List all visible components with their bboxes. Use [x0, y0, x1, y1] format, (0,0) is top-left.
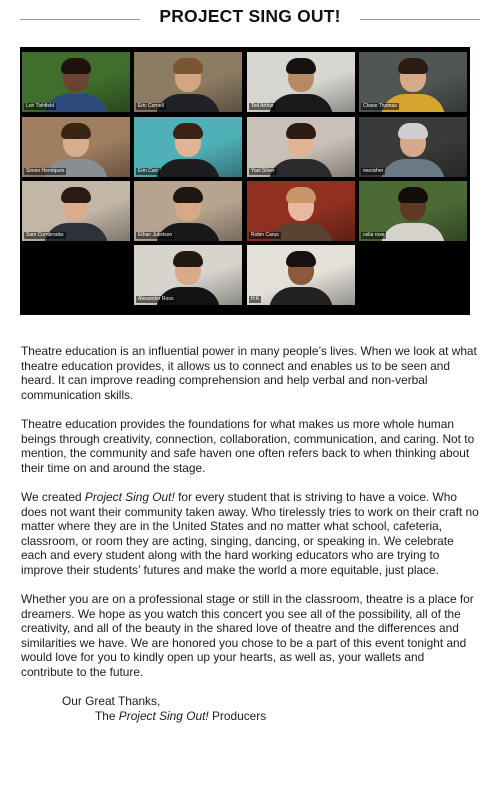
participant-tile[interactable] — [359, 52, 467, 112]
participant-name: mecisher — [363, 168, 384, 174]
participant-name: H K — [251, 296, 260, 302]
participant-name: Erin Carr — [138, 168, 159, 174]
paragraph-3-intro: We created — [21, 489, 85, 504]
participant-tile[interactable] — [134, 52, 242, 112]
participant-tile[interactable] — [247, 245, 355, 305]
header-rule-right — [360, 19, 480, 20]
participant-hair — [173, 251, 203, 267]
signoff-suffix: Producers — [208, 708, 267, 723]
participant-name: Robin Carus — [251, 232, 279, 238]
participant-tile[interactable] — [22, 117, 130, 177]
participant-tile[interactable] — [359, 117, 467, 177]
signoff — [62, 694, 479, 723]
participant-tile[interactable] — [359, 181, 467, 241]
participant-hair — [173, 58, 203, 74]
paragraph-3-text: for every student that is striving to have a voice. Who does not want their community taken away. Who tirelessly tries to work on their craft no matter where they are in the United States and no matter what school, cafeteria, classroom, or room they are acting, singing, dancing, or speaking in. We celebrate each and every student along with the hard working educators who are trying to improve their students’ futures and make the world a more equitable, just place. — [21, 489, 479, 577]
page-header — [0, 6, 500, 32]
participant-name: Sam Cornbrooks — [26, 232, 64, 238]
participant-tile[interactable] — [247, 181, 355, 241]
participant-hair — [173, 187, 203, 203]
participant-name: celia rose — [363, 232, 385, 238]
participant-hair — [286, 58, 316, 74]
page-title: PROJECT SING OUT! — [159, 6, 341, 26]
participant-hair — [398, 123, 428, 139]
signoff-prefix: The — [95, 708, 119, 723]
video-call-grid — [20, 47, 470, 315]
participant-tile[interactable] — [134, 245, 242, 305]
paragraph-2: Theatre education provides the foundations for what makes us more whole human beings through creativity, connection, collaboration, communication, and caring. Not to mention, the community and safe haven one often refers back to when thinking about their time on and around the stage. — [21, 416, 475, 475]
participant-hair — [398, 187, 428, 203]
participant-tile[interactable] — [22, 181, 130, 241]
signoff-line-2 — [95, 709, 479, 724]
participant-tile[interactable] — [22, 52, 130, 112]
letter-body — [21, 344, 479, 723]
participant-name: Ted Arthur — [251, 103, 274, 109]
project-name: Project Sing Out! — [84, 489, 175, 504]
participant-tile[interactable] — [134, 181, 242, 241]
participant-name: Yael Silver — [251, 168, 275, 174]
participant-tile[interactable] — [134, 117, 242, 177]
participant-name: Alexander Roos — [138, 296, 174, 302]
paragraph-1: Theatre education is an influential power in many people’s lives. When we look at what theatre education provides, it allows us to connect and enables us to be seen and heard. It can improve reading comprehension and help verbal and non-verbal communication skills. — [21, 344, 477, 402]
participant-name: Lori Tishfield — [26, 103, 55, 109]
participant-tile[interactable] — [247, 117, 355, 177]
participant-hair — [173, 123, 203, 139]
participant-hair — [61, 123, 91, 139]
participant-name: Ethan Jukelson — [138, 232, 173, 238]
participant-tile[interactable] — [247, 52, 355, 112]
participant-name: Simon Henriques — [26, 168, 65, 174]
participant-hair — [286, 123, 316, 139]
participant-hair — [286, 251, 316, 267]
paragraph-4: Whether you are on a professional stage or still in the classroom, theatre is a place for dreamers. We hope as you watch this concert you see all of the possibility, all of the creativity, and all of the beauty in the shared love of theatre and the differences and similarities we have. We are honored you chose to be a part of this event tonight and would love for you to kindly open up your hearts, as well as, your wallets and contribute to the future. — [21, 592, 474, 680]
signoff-project-name: Project Sing Out! — [118, 708, 209, 723]
participant-hair — [286, 187, 316, 203]
paragraph-3 — [21, 490, 479, 578]
participant-hair — [61, 58, 91, 74]
participant-hair — [398, 58, 428, 74]
signoff-line-1: Our Great Thanks, — [62, 694, 161, 709]
participant-hair — [61, 187, 91, 203]
participant-name: Eric Cornell — [138, 103, 164, 109]
participant-name: Chase Thomas — [363, 103, 397, 109]
header-rule-left — [20, 19, 140, 20]
